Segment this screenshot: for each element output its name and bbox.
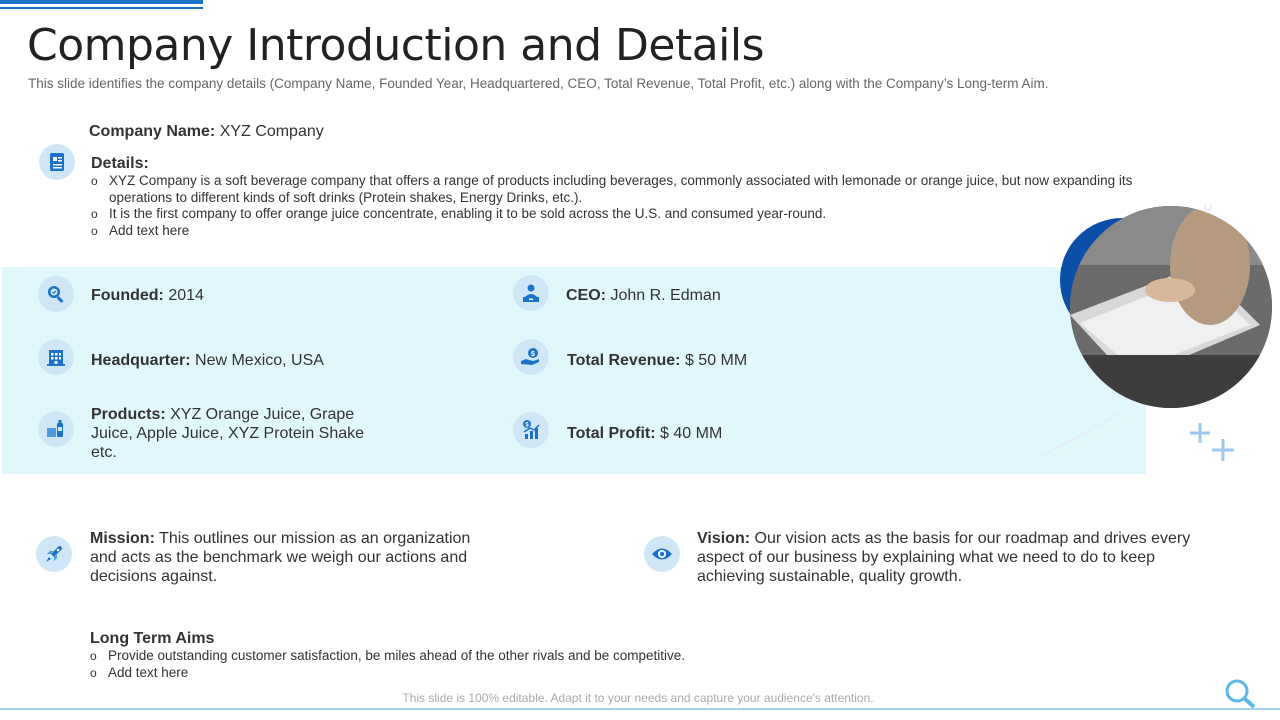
eye-icon <box>644 536 680 572</box>
company-name-label: Company Name: <box>89 123 216 140</box>
plus-icon <box>1188 422 1238 467</box>
vision-text <box>697 529 1207 586</box>
money-hand-icon <box>513 339 549 375</box>
ceo-value: John R. Edman <box>606 287 721 304</box>
ceo-person-icon <box>513 275 549 311</box>
company-name-value: XYZ Company <box>215 123 324 140</box>
vision-value: Our vision acts as the basis for our roadmap and drives every aspect of our business by explaining what we need to do to keep achieving sustainable, quality growth. <box>697 530 1191 585</box>
profit-label: Total Profit: <box>567 425 656 442</box>
products-value: XYZ Orange Juice, Grape Juice, Apple Juice, XYZ Protein Shake etc. <box>91 406 365 461</box>
search-check-icon <box>38 276 74 312</box>
long-term-label: Long Term Aims <box>90 630 215 647</box>
list-item: o It is the first company to offer orange juice concentrate, enabling it to be sold across the U.S. and consumed year-round. <box>91 206 1191 223</box>
decor-lines <box>1030 395 1140 470</box>
revenue-row <box>567 351 747 370</box>
top-accent-bar-thin <box>0 7 203 9</box>
long-term-list <box>90 648 890 681</box>
top-accent-bar <box>0 0 203 4</box>
rocket-icon <box>36 536 72 572</box>
list-item: o Add text here <box>90 665 890 682</box>
ceo-label: CEO: <box>566 287 606 304</box>
headquarter-label: Headquarter: <box>91 352 191 369</box>
profit-row <box>567 424 722 443</box>
magnifier-icon <box>1222 678 1258 715</box>
ceo-row <box>566 286 721 305</box>
svg-text:$: $ <box>525 422 529 429</box>
revenue-label: Total Revenue: <box>567 352 681 369</box>
founded-row <box>91 286 204 305</box>
products-row <box>91 405 381 462</box>
headquarter-row <box>91 351 324 370</box>
headquarter-value: New Mexico, USA <box>190 352 324 369</box>
page-title: Company Introduction and Details <box>27 20 765 71</box>
list-item: o XYZ Company is a soft beverage company that offers a range of products including beverages, commonly associated with lemonade or orange juice, but now expanding its operations to different kinds of soft drinks (Protein shakes, Energy Drinks, etc.). <box>91 173 1191 206</box>
details-list <box>91 173 1191 239</box>
long-term-aims <box>90 629 890 681</box>
box-products-icon <box>38 411 74 447</box>
mission-label: Mission: <box>90 530 155 547</box>
bottom-accent-line <box>0 708 1280 710</box>
building-icon <box>38 339 74 375</box>
details-section <box>91 154 1191 239</box>
revenue-value: $ 50 MM <box>680 352 748 369</box>
products-label: Products: <box>91 406 166 423</box>
footer-note: This slide is 100% editable. Adapt it to your needs and capture your audience's attention. <box>402 691 874 705</box>
profit-value: $ 40 MM <box>655 425 723 442</box>
company-name <box>89 122 324 141</box>
list-item: o Add text here <box>91 223 1191 240</box>
mission-text <box>90 529 485 586</box>
profit-chart-icon <box>513 412 549 448</box>
page-subtitle: This slide identifies the company details (Company Name, Founded Year, Headquartered, CEO, Total Revenue, Total Profit, etc.) along with the Company’s Long-term Aim. <box>28 76 1049 91</box>
details-label: Details: <box>91 155 149 172</box>
mission-value: This outlines our mission as an organization and acts as the benchmark we weigh our actions and decisions against. <box>90 530 471 585</box>
founded-label: Founded: <box>91 287 164 304</box>
list-item: o Provide outstanding customer satisfaction, be miles ahead of the other rivals and be competitive. <box>90 648 890 665</box>
document-icon <box>39 144 75 180</box>
team-photo <box>1060 205 1275 420</box>
founded-value: 2014 <box>163 287 204 304</box>
svg-text:$: $ <box>531 351 535 358</box>
vision-label: Vision: <box>697 530 751 547</box>
